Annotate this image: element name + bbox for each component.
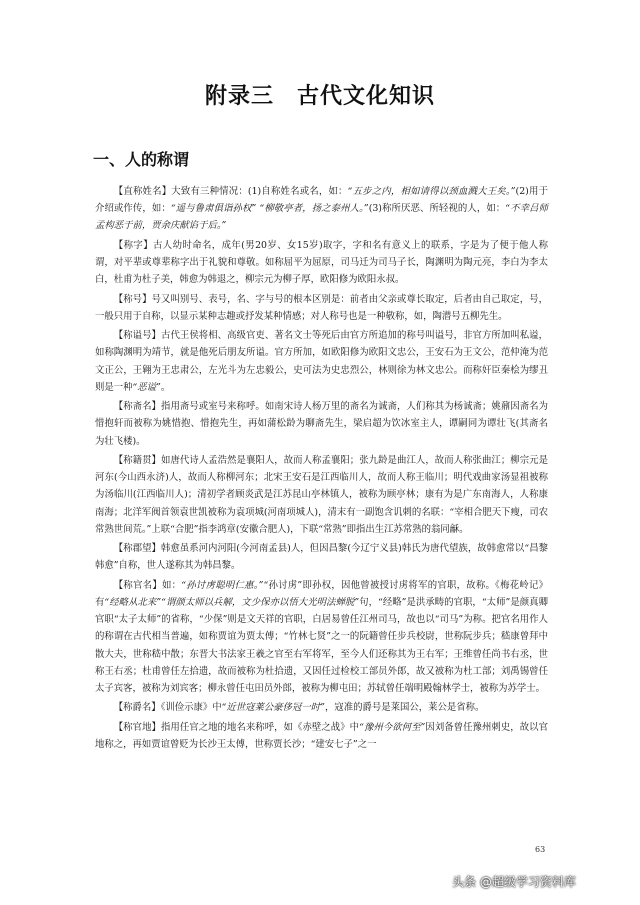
text-segment: 古代王侯将相、高级官吏、著名文士等死后由官方所追加的称号叫谥号，非官方所加叫私谥，如称陶渊明为靖节，就是他死后朋友所谥。官方所加，如欧阳修为欧阳文忠公，王安石为王文公，范仲淹为范文正公，王翱为王忠肃公，左光斗为左忠毅公，史可法为史忠烈公，林则徐为林文忠公。而称奸臣秦桧为缪丑则是一种 xyxy=(95,330,548,393)
paragraph xyxy=(95,237,548,289)
text-segment: 大致有三种情况：(1)自称姓名或名，如： xyxy=(171,186,348,197)
section-heading: 一、人的称谓 xyxy=(93,150,190,169)
term-label: 【称爵名】 xyxy=(113,702,161,714)
text-segment: 《训俭示康》中 xyxy=(160,702,222,714)
text-segment: (2)用于介绍或作传，如： xyxy=(95,186,548,215)
watermark: 头条 @超级学习资料库 xyxy=(452,875,576,889)
term-label: 【称字】 xyxy=(113,239,153,251)
text-segment: 。 xyxy=(160,381,171,393)
body-text xyxy=(95,183,548,755)
paragraph xyxy=(95,398,548,450)
quote-segment: “不幸吕师孟构恶于前，贾余庆献谄于后。” xyxy=(95,203,548,232)
term-label: 【称谥号】 xyxy=(113,330,161,342)
paragraph xyxy=(95,183,548,235)
quote-segment: “五步之内，相如请得以颈血溅大王矣。” xyxy=(347,186,516,197)
text-segment: 号又叫别号、表号，名、字与号的根本区别是：前者由父亲或尊长取定，后者由自己取定，号，一般只用于自称，以显示某种志趣或抒发某种情感；对人称号也是一种敬称，如，陶潜号五柳先生。 xyxy=(95,293,548,322)
text-segment: 如： xyxy=(161,579,182,591)
paragraph xyxy=(95,291,548,325)
paragraph xyxy=(95,540,548,574)
page-number: 63 xyxy=(535,845,546,854)
paragraph xyxy=(95,327,548,396)
quote-segment: “近世寇莱公豪侈冠一时” xyxy=(221,702,325,714)
text-segment: 如唐代诗人孟浩然是襄阳人，故而人称孟襄阳；张九龄是曲江人，故而人称张曲江；柳宗元是河东(今山西永济)人，故而人称柳河东；北宋王安石是江西临川人，故而人称王临川；明代戏曲家汤显祖被称为汤临川(江西临川人)；清初学者顾炎武是江苏昆山亭林镇人，被称为顾亭林；康有为是广东南海人，人称康南海；北洋军阀首领袁世凯被称为袁项城(河南项城人)，清末有一副饱含讥刺的名联：“宰相合肥天下瘦，司农常熟世间荒。”上联“合肥”指李鸿章(安徽合肥人)，下联“常熟”即指出生江苏常熟的翁同龢。 xyxy=(95,454,548,535)
text-segment: “孙讨虏”即孙权，因他曾被授讨虏将军的官职，故称。《梅花岭记》有 xyxy=(95,579,548,608)
paragraph xyxy=(95,699,548,716)
paragraph xyxy=(95,719,548,753)
text-segment: 因刘备曾任豫州刺史，故以官地称之，再如贾谊曾贬为长沙王太傅，世称贾长沙；“建安七子”之一 xyxy=(95,721,548,750)
paragraph xyxy=(95,577,548,697)
term-label: 【称官地】 xyxy=(113,721,161,733)
text-segment: (3)称所厌恶、所轻视的人，如： xyxy=(368,203,506,215)
text-segment: 指用任官之地的地名来称呼，如《赤壁之战》中 xyxy=(160,721,360,733)
term-label: 【直称姓名】 xyxy=(113,186,172,197)
term-label: 【称郡望】 xyxy=(113,543,161,555)
term-label: 【称官名】 xyxy=(113,579,162,591)
text-segment: 韩愈虽系河内河阳(今河南孟县)人，但因昌黎(今辽宁义县)韩氏为唐代望族，故韩愈常以“昌黎韩愈”自称，世人遂称其为韩昌黎。 xyxy=(95,543,548,572)
appendix-title: 附录三 古代文化知识 xyxy=(204,84,435,109)
text-segment: 句，“经略”是洪承畴的官职，“太师”是颜真卿官职“太子太师”的省称，“少保”则是文天祥的官职，白居易曾任江州司马，故也以“司马”为称。把官名用作人的称谓在古代相当普遍，如称贾谊为贾太傅；“竹林七贤”之一的阮籍曾任步兵校尉，世称阮步兵；嵇康曾拜中散大夫，世称嵇中散；东晋大书法家王羲之官至右军将军，至今人们还称其为王右军；王维曾任尚书右丞，世称王右丞；杜甫曾任左拾遗，故而被称为杜拾遗，又因任过检校工部员外郎，故又被称为杜工部；刘禹锡曾任太子宾客，被称为刘宾客；柳永曾任屯田员外郎，被称为柳屯田；苏轼曾任端明殿翰林学士，被称为苏学士。 xyxy=(95,596,548,694)
quote-segment: “经略从北来”“谓颜太师以兵解，文少保亦以悟大光明法蝉脱” xyxy=(104,596,360,608)
quote-segment: “遥与鲁肃俱诣孙权” xyxy=(170,203,257,215)
text-segment: ，寇准的爵号是莱国公，莱公是省称。 xyxy=(324,702,485,714)
term-label: 【称斋名】 xyxy=(113,401,161,413)
text-segment: 古人幼时命名，成年(男20岁、女15岁)取字，字和名有意义上的联系，字是为了便于他人称谓，对平辈或尊辈称字出于礼貌和尊敬。如称屈平为屈原，司马迁为司马子长，陶渊明为陶元亮，李白为李太白，杜甫为杜子美，韩愈为韩退之，柳宗元为柳子厚，欧阳修为欧阳永叔。 xyxy=(95,239,548,286)
paragraph xyxy=(95,452,548,538)
quote-segment: “柳敬亭者，扬之泰州人。” xyxy=(259,203,369,215)
quote-segment: “孙讨虏聪明仁惠。” xyxy=(181,579,264,591)
term-label: 【称籍贯】 xyxy=(113,454,161,466)
quote-segment: “豫州今欲何至” xyxy=(359,721,426,733)
text-segment: 指用斋号或室号来称呼。如南宋诗人杨万里的斋名为诚斋，人们称其为杨诚斋；姚鼐因斋名为惜抱轩而被称为姚惜抱、惜抱先生，再如蒲松龄为聊斋先生，梁启超为饮冰室主人，谭嗣同为谭壮飞(其斋名为壮飞楼)。 xyxy=(95,401,548,447)
quote-segment: “恶谥” xyxy=(132,381,161,393)
term-label: 【称号】 xyxy=(113,293,152,305)
